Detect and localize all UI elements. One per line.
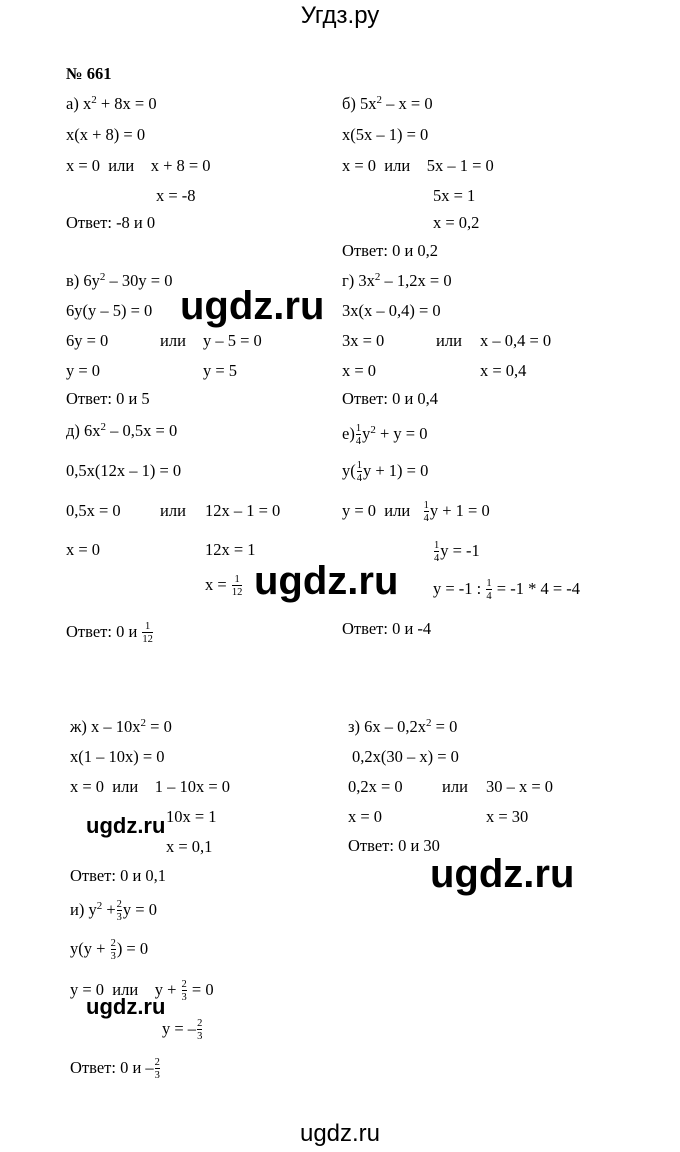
part-d-or: или (160, 501, 186, 520)
part-z-line2: 0,2x(30 – x) = 0 (352, 747, 459, 766)
part-a-line2: x(x + 8) = 0 (66, 125, 146, 144)
part-e-line3: y = 0 или $\frac{1}{4}$ y + 1 = 0 (342, 500, 490, 525)
part-v-answer: Ответ: 0 и 5 (66, 389, 150, 408)
part-d-line3-right: 12x – 1 = 0 (205, 501, 281, 520)
problem-number: № 661 (66, 64, 112, 83)
part-b-line4: 5x = 1 (433, 186, 476, 205)
part-v-line1: в) $6y^2 - 30y = 0$ (66, 271, 173, 290)
part-a-line4: x = -8 (156, 186, 196, 205)
part-d-line2: 0,5x(12x – 1) = 0 (66, 461, 182, 480)
part-i-line3: y = 0 или y + $\frac{2}{3}$ = 0 (70, 979, 214, 1004)
part-i-line2: y(y + $\frac{2}{3}$ ) = 0 (70, 938, 149, 963)
watermark-5: ugdz.ru (86, 994, 166, 1019)
part-d-line4-left: x = 0 (66, 540, 101, 559)
part-zh-answer: Ответ: 0 и 0,1 (70, 866, 167, 885)
part-d-line5: x = $\frac{1}{12}$ (205, 574, 243, 599)
part-v-line2: 6y(y – 5) = 0 (66, 301, 153, 320)
part-b-line1: б) $5x^2 - x = 0$ (342, 94, 433, 113)
part-g-line2: 3x(x – 0,4) = 0 (342, 301, 441, 320)
part-b-answer: Ответ: 0 и 0,2 (342, 241, 439, 260)
watermark-3: ugdz.ru (86, 813, 166, 838)
part-e-line1: е) $\frac{1}{4}$ $y^2 + y = 0$ (342, 423, 428, 448)
part-z-or: или (442, 777, 468, 796)
watermark-2: ugdz.ru (254, 559, 399, 603)
part-e-line4: $\frac{1}{4}$ y = -1 (434, 540, 480, 565)
part-g-answer: Ответ: 0 и 0,4 (342, 389, 439, 408)
part-g-line4-right: x = 0,4 (480, 361, 527, 380)
part-b-line5: x = 0,2 (433, 213, 480, 232)
part-zh-line3: x = 0 или 1 – 10x = 0 (70, 777, 231, 796)
part-z-answer: Ответ: 0 и 30 (348, 836, 440, 855)
part-z-line4-left: x = 0 (348, 807, 383, 826)
part-zh-line2: x(1 – 10x) = 0 (70, 747, 165, 766)
part-g-line4-left: x = 0 (342, 361, 377, 380)
part-g-or: или (436, 331, 462, 350)
part-zh-line1: ж) $x - 10x^2 = 0$ (70, 717, 172, 736)
part-a-answer: Ответ: -8 и 0 (66, 213, 156, 232)
part-g-line3-left: 3x = 0 (342, 331, 385, 350)
fraction-1-12-answer: $\frac{1}{12}$ (142, 621, 153, 646)
part-z-line4-right: x = 30 (486, 807, 529, 826)
part-z-line3-left: 0,2x = 0 (348, 777, 403, 796)
part-v-line4-left: y = 0 (66, 361, 101, 380)
part-g-line1: г) $3x^2 - 1,2x = 0$ (342, 271, 452, 290)
site-footer-text: ugdz.ru (299, 1120, 381, 1147)
site-header-title: Угдз.ру (300, 2, 380, 29)
watermark-4: ugdz.ru (430, 852, 575, 896)
part-d-answer: Ответ: 0 и $\frac{1}{12}$ (66, 621, 153, 646)
part-i-line4: y = – $\frac{2}{3}$ (162, 1018, 203, 1043)
part-b-line3: x = 0 или 5x – 1 = 0 (342, 156, 494, 175)
part-d-line4-right: 12x = 1 (205, 540, 256, 559)
part-v-line3-left: 6y = 0 (66, 331, 109, 350)
part-b-line2: x(5x – 1) = 0 (342, 125, 429, 144)
watermark-1: ugdz.ru (180, 284, 325, 328)
part-g-line3-right: x – 0,4 = 0 (480, 331, 552, 350)
fraction-1-12: $\frac{1}{12}$ (231, 574, 243, 599)
part-i-line1: и) $y^2$ + $\frac{2}{3}$ y = 0 (70, 899, 157, 924)
part-zh-line5: x = 0,1 (166, 837, 213, 856)
part-v-line4-right: y = 5 (203, 361, 238, 380)
part-z-line3-right: 30 – x = 0 (486, 777, 554, 796)
part-zh-line4: 10x = 1 (166, 807, 217, 826)
part-d-line1: д) $6x^2 - 0,5x = 0$ (66, 421, 178, 440)
part-v-or: или (160, 331, 186, 350)
part-e-line5: y = -1 : $\frac{1}{4}$ = -1 * 4 = -4 (433, 578, 580, 603)
part-e-answer: Ответ: 0 и -4 (342, 619, 432, 638)
part-a-line1: а) $x^2 + 8x = 0$ (66, 94, 157, 113)
part-z-line1: з) $6x - 0,2x^2 = 0$ (348, 717, 458, 736)
part-a-line3: x = 0 или x + 8 = 0 (66, 156, 211, 175)
part-e-line2: y( $\frac{1}{4}$ y + 1) = 0 (342, 460, 429, 485)
part-d-line3-left: 0,5x = 0 (66, 501, 121, 520)
part-i-answer: Ответ: 0 и – $\frac{2}{3}$ (70, 1057, 160, 1082)
part-v-line3-right: y – 5 = 0 (203, 331, 262, 350)
